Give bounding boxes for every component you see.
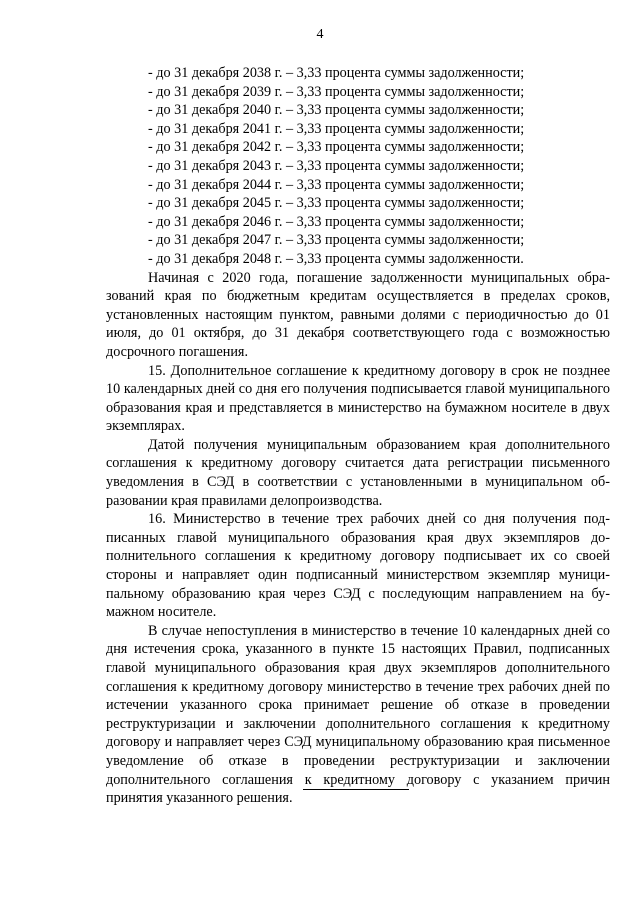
document-body	[106, 64, 610, 808]
end-separator-line	[303, 789, 409, 790]
list-item: - до 31 декабря 2042 г. – 3,33 процента суммы задолженности;	[148, 139, 525, 156]
list-item: - до 31 декабря 2048 г. – 3,33 процента суммы задолженности.	[148, 250, 524, 267]
list-item: - до 31 декабря 2038 г. – 3,33 процента суммы задолженности;	[148, 65, 525, 81]
paragraph-receipt-date: Датой получения муниципальным образованием края дополнительного соглашения к кредитному договору считается дата регистрации письменного уведомления в СЭД в соответствии с установленными в муниципальном образовании края правилами делопроизводства.	[106, 436, 610, 509]
repayment-schedule-list	[106, 64, 610, 269]
list-item: - до 31 декабря 2041 г. – 3,33 процента суммы задолженности;	[148, 120, 525, 137]
list-item: - до 31 декабря 2047 г. – 3,33 процента суммы задолженности;	[148, 232, 525, 249]
paragraph-clause-15: 15. Дополнительное соглашение к кредитному договору в срок не позднее 10 календарных дней со дня его получения подписывается главой муниципального образования края и представляется в министерство на бумажном носителе в двух экземплярах.	[106, 362, 610, 435]
paragraph-clause-16: 16. Министерство в течение трех рабочих дней со дня получения подписанных главой муниципального образования края двух экземпляров дополнительного соглашения к кредитному договору подписывает их со своей стороны и направляет один подписанный министерством экземпляр муниципальному образованию края через СЭД с последующим направлением на бумажном носителе.	[106, 511, 610, 621]
list-item: - до 31 декабря 2045 г. – 3,33 процента суммы задолженности;	[148, 195, 525, 212]
paragraph-refusal: В случае непоступления в министерство в течение 10 календарных дней со дня истечения срока, указанного в пункте 15 настоящих Правил, подписанных главой муниципального образования края двух экземпляров дополнительного соглашения к кредитному договору министерство в течение трех рабочих дней по истечении указанного срока принимает решение об отказе в проведении реструктуризации и заключении дополнительного соглашения к кредитному договору и направляет через СЭД муниципальному образованию края письменное уведомление об отказе в проведении реструктуризации и заключении дополнительного соглашения к кредитному договору с указанием причин принятия указанного решения.	[106, 622, 610, 807]
list-item: - до 31 декабря 2046 г. – 3,33 процента суммы задолженности;	[148, 213, 525, 230]
list-item: - до 31 декабря 2044 г. – 3,33 процента суммы задолженности;	[148, 176, 525, 193]
list-item: - до 31 декабря 2039 г. – 3,33 процента суммы задолженности;	[148, 83, 525, 100]
list-item: - до 31 декабря 2043 г. – 3,33 процента суммы задолженности;	[148, 157, 525, 174]
paragraph-repayment-terms: Начиная с 2020 года, погашение задолженности муниципальных образований края по бюджетным кредитам осуществляется в пределах сроков, установленных настоящим пунктом, равными долями с периодичностью до 01 июля, до 01 октября, до 31 декабря соответствующего года с возможностью досрочного погашения.	[106, 269, 610, 360]
page-number: 4	[316, 27, 324, 42]
list-item: - до 31 декабря 2040 г. – 3,33 процента суммы задолженности;	[148, 102, 525, 119]
